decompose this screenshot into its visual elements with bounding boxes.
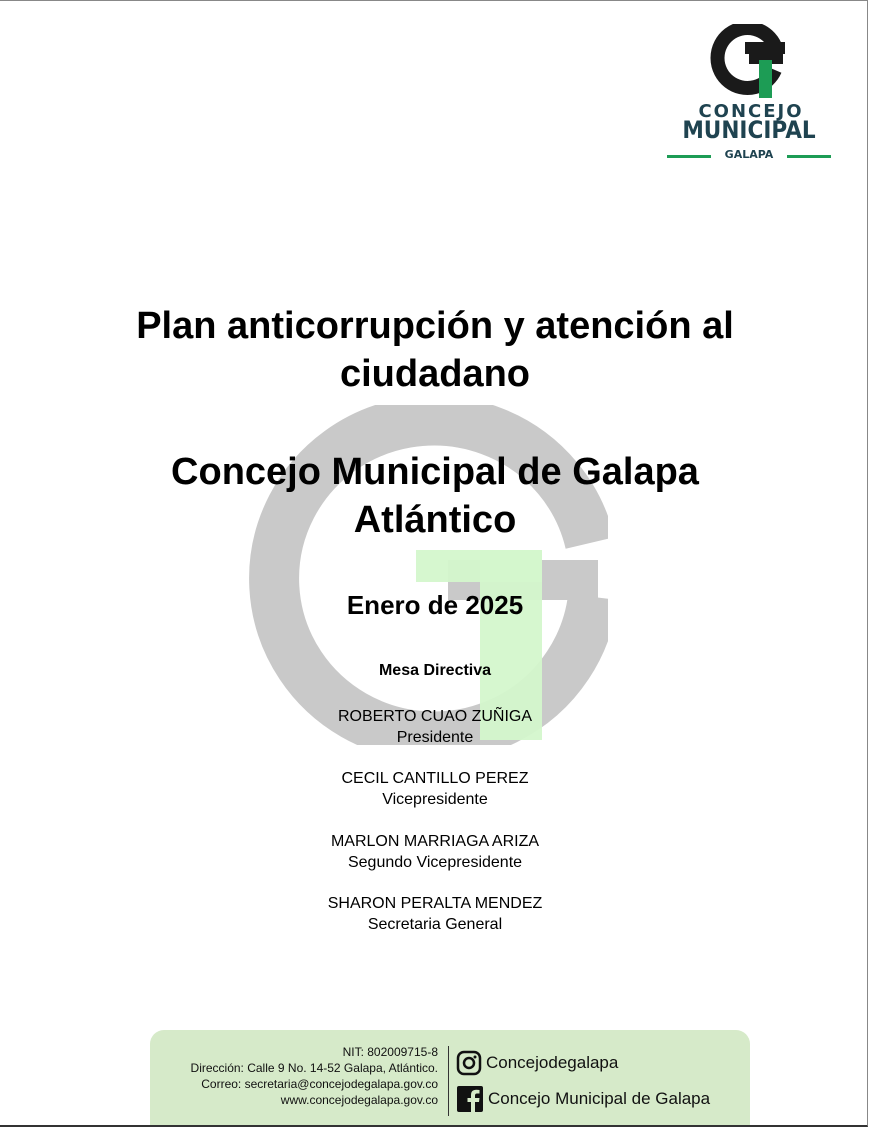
- logo-g-icon: [663, 24, 835, 99]
- board-member: [0, 831, 870, 873]
- organization-name: Concejo Municipal de Galapa: [171, 451, 699, 493]
- footer: [150, 1030, 750, 1125]
- facebook-link[interactable]: [456, 1085, 710, 1113]
- concejo-logo: [663, 24, 835, 166]
- board-member: [0, 893, 870, 935]
- logo-text-municipal: MUNICIPAL: [682, 116, 816, 144]
- logo-text-concejo: CONCEJO: [698, 101, 804, 122]
- document-title-line2: ciudadano: [339, 353, 531, 395]
- facebook-icon: [456, 1085, 484, 1113]
- member-name: SHARON PERALTA MENDEZ: [327, 895, 543, 912]
- logo-text-galapa: GALAPA: [724, 148, 774, 161]
- logo-line-right: [787, 155, 831, 158]
- document-title-line1: Plan anticorrupción y atención al: [136, 305, 734, 347]
- member-name: CECIL CANTILLO PEREZ: [341, 770, 529, 787]
- member-role: Secretaria General: [367, 916, 503, 933]
- member-role: Segundo Vicepresidente: [347, 854, 523, 871]
- member-name: MARLON MARRIAGA ARIZA: [330, 833, 540, 850]
- address-text: Dirección: Calle 9 No. 14-52 Galapa, Atlántico.: [190, 1061, 438, 1075]
- member-role: Presidente: [396, 729, 474, 746]
- document-date: Enero de 2025: [346, 590, 524, 620]
- member-role: Vicepresidente: [382, 791, 488, 808]
- instagram-icon: [456, 1050, 482, 1076]
- footer-divider: [448, 1046, 449, 1116]
- instagram-handle: Concejodegalapa: [486, 1053, 619, 1072]
- instagram-link[interactable]: [456, 1050, 618, 1076]
- website-link[interactable]: www.concejodegalapa.gov.co: [280, 1093, 438, 1107]
- logo-line-left: [667, 155, 711, 158]
- email-link[interactable]: Correo: secretaria@concejodegalapa.gov.co: [201, 1077, 438, 1091]
- contact-info: [150, 1044, 438, 1108]
- nit-text: NIT: 802009715-8: [342, 1045, 438, 1059]
- board-heading: Mesa Directiva: [378, 662, 492, 679]
- organization-region: Atlántico: [353, 499, 517, 541]
- board-member: [0, 706, 870, 748]
- member-name: ROBERTO CUAO ZUÑIGA: [337, 708, 533, 725]
- board-member: [0, 768, 870, 810]
- facebook-page: Concejo Municipal de Galapa: [488, 1089, 711, 1108]
